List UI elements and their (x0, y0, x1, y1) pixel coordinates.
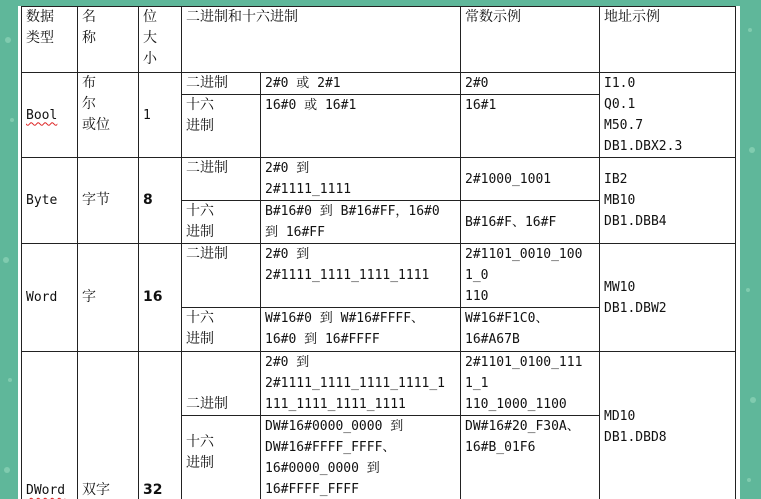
word-binary-label: 二进制 (182, 244, 261, 308)
dword-hex-label-line-2: 进制 (186, 455, 214, 471)
dword-hex-value-line-2: DW#16#FFFF_FFFF、 (265, 440, 396, 455)
dword-hex-constant-line-2: 16#B_01F6 (465, 440, 536, 455)
header-data-type-line-1: 数据 (26, 9, 54, 25)
byte-type: Byte (22, 158, 78, 244)
dword-hex-constant (461, 416, 600, 499)
byte-name: 字节 (78, 158, 139, 244)
dword-binary-value-line-3: 111_1111_1111_1111 (265, 397, 406, 412)
byte-size: 8 (139, 158, 182, 244)
word-binary-constant-line-3: 110 (465, 289, 489, 304)
byte-hex-value-line-1: B#16#0 到 B#16#FF，16#0 (265, 204, 440, 219)
bool-hex-label-line-2: 进制 (186, 118, 214, 135)
bool-binary-label: 二进制 (182, 73, 261, 95)
bool-name-line-2: 或位 (82, 117, 110, 133)
byte-hex-value (261, 201, 461, 244)
document-sheet (18, 6, 740, 499)
byte-hex-value-line-2: 到 16#FF (265, 225, 325, 240)
word-addresses (600, 244, 736, 352)
dword-binary-label: 二进制 (182, 352, 261, 416)
bool-address-1: I1.0 (604, 76, 636, 91)
word-name: 字 (78, 244, 139, 352)
word-hex-label (182, 308, 261, 352)
header-size-line-1: 位 (143, 9, 157, 25)
word-binary-constant-line-2: 1_0 (465, 268, 489, 283)
bool-name-line-1: 布 尔 (82, 75, 105, 112)
bool-name-cell (78, 73, 139, 158)
bool-hex-constant: 16#1 (461, 95, 600, 158)
header-row (22, 7, 736, 73)
dword-binary-row (22, 352, 736, 416)
word-binary-value-line-1: 2#0 到 (265, 247, 310, 262)
bool-address-3: M50.7 (604, 118, 644, 133)
dword-type-cell (22, 352, 78, 499)
word-size: 16 (139, 244, 182, 352)
dword-binary-value-line-2: 2#1111_1111_1111_1111_1 (265, 376, 446, 391)
dword-binary-value-line-1: 2#0 到 (265, 355, 310, 370)
byte-binary-row (22, 158, 736, 201)
word-hex-value-line-1: W#16#0 到 W#16#FFFF、 (265, 311, 425, 326)
word-binary-value-line-2: 2#1111_1111_1111_1111 (265, 268, 430, 283)
dword-hex-constant-line-1: DW#16#20_F30A、 (465, 419, 580, 434)
dword-address-1: MD10 (604, 408, 636, 424)
dword-hex-label-line-1: 十六 (186, 434, 214, 450)
dword-name: 双字 (78, 352, 139, 499)
word-binary-value (261, 244, 461, 308)
dword-hex-label (182, 416, 261, 499)
bool-binary-row (22, 73, 736, 95)
byte-binary-label: 二进制 (182, 158, 261, 201)
byte-address-2: MB10 (604, 193, 636, 208)
header-size-line-3: 小 (143, 51, 157, 67)
bool-binary-constant: 2#0 (461, 73, 600, 95)
word-binary-constant (461, 244, 600, 308)
word-binary-constant-line-1: 2#1101_0010_100 (465, 247, 583, 262)
byte-binary-value-line-1: 2#0 到 (265, 161, 310, 176)
word-hex-value-line-2: 16#0 到 16#FFFF (265, 332, 380, 347)
dword-binary-constant (461, 352, 600, 416)
header-size (139, 7, 182, 73)
dword-binary-constant-line-2: 1_1 (465, 376, 489, 391)
bool-type-cell (22, 73, 78, 158)
word-hex-constant-line-1: W#16#F1C0、 (465, 311, 549, 326)
word-address-2: DB1.DBW2 (604, 300, 667, 316)
byte-hex-label-line-2: 进制 (186, 224, 214, 240)
dword-binary-constant-line-3: 110_1000_1100 (465, 397, 567, 412)
bool-size: 1 (139, 73, 182, 158)
byte-binary-value (261, 158, 461, 201)
header-name (78, 7, 139, 73)
dword-size: 32 (139, 352, 182, 499)
header-name-line-2: 称 (82, 30, 96, 46)
byte-hex-label-line-1: 十六 (186, 203, 214, 219)
header-name-line-1: 名 (82, 9, 96, 25)
word-hex-label-line-1: 十六 (186, 310, 214, 326)
bool-binary-value: 2#0 或 2#1 (261, 73, 461, 95)
header-data-type-line-2: 类型 (26, 30, 54, 46)
bool-type: Bool (26, 107, 58, 123)
header-data-type (22, 7, 78, 73)
header-constant-example: 常数示例 (461, 7, 600, 73)
dword-binary-constant-line-1: 2#1101_0100_111 (465, 355, 583, 370)
dword-hex-value (261, 416, 461, 499)
data-type-table (21, 6, 736, 499)
dword-hex-value-line-3: 16#0000_0000 到 (265, 461, 380, 476)
byte-hex-constant: B#16#F、16#F (461, 201, 600, 244)
byte-address-1: IB2 (604, 172, 628, 187)
dword-addresses (600, 352, 736, 499)
word-hex-value (261, 308, 461, 352)
dword-type: DWord (26, 483, 66, 498)
word-hex-constant-line-2: 16#A67B (465, 332, 520, 347)
bool-addresses (600, 73, 736, 158)
byte-address-3: DB1.DBB4 (604, 214, 667, 229)
header-binary-hex: 二进制和十六进制 (182, 7, 461, 73)
word-binary-row (22, 244, 736, 308)
word-type: Word (22, 244, 78, 352)
dword-hex-value-line-1: DW#16#0000_0000 到 (265, 419, 404, 434)
word-hex-constant (461, 308, 600, 352)
bool-address-4: DB1.DBX2.3 (604, 139, 683, 154)
word-address-1: MW10 (604, 279, 636, 295)
byte-hex-label (182, 201, 261, 244)
word-hex-label-line-2: 进制 (186, 331, 214, 347)
header-size-line-2: 大 (143, 30, 157, 46)
byte-binary-value-line-2: 2#1111_1111 (265, 182, 352, 197)
bool-hex-label-line-1: 十六 (186, 97, 214, 114)
dword-hex-value-line-4: 16#FFFF_FFFF (265, 482, 359, 497)
bool-hex-label (182, 95, 261, 158)
dword-binary-value (261, 352, 461, 416)
byte-binary-constant: 2#1000_1001 (461, 158, 600, 201)
header-address-example: 地址示例 (600, 7, 736, 73)
dword-address-2: DB1.DBD8 (604, 429, 667, 445)
bool-address-2: Q0.1 (604, 97, 636, 112)
byte-addresses (600, 158, 736, 244)
bool-hex-value: 16#0 或 16#1 (261, 95, 461, 158)
